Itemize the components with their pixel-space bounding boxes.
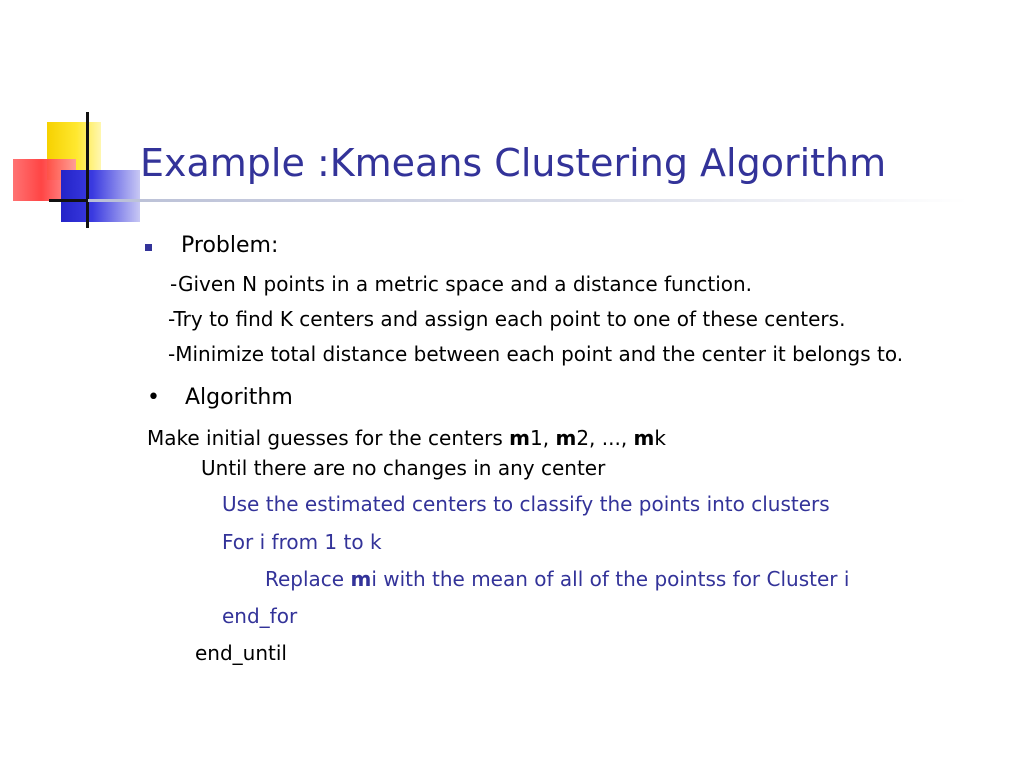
algorithm-until-line: Until there are no changes in any center [201, 456, 606, 480]
logo-blue-square [61, 170, 140, 222]
slide-logo [0, 0, 140, 240]
problem-line-3: -Minimize total distance between each point and the center it belongs to. [168, 342, 904, 366]
bullet-square-icon [145, 244, 152, 251]
logo-vertical-line [86, 112, 89, 228]
slide-title: Example :Kmeans Clustering Algorithm [140, 141, 887, 185]
bullet-dot-icon: • [147, 385, 160, 410]
replace-suffix: i with the mean of all of the pointss for Cluster i [371, 567, 850, 591]
algorithm-replace-line [265, 567, 849, 591]
vector-m-i: m [350, 567, 372, 591]
vector-m-k: m [633, 426, 655, 450]
init-prefix: Make initial guesses for the centers [147, 426, 510, 450]
algorithm-for-line: For i from 1 to k [222, 530, 382, 554]
problem-line-2: -Try to find K centers and assign each point to one of these centers. [168, 307, 846, 331]
problem-line-1: -Given N points in a metric space and a distance function. [170, 272, 753, 296]
vector-m-1: m [509, 426, 531, 450]
algorithm-end-until-line: end_until [195, 641, 287, 665]
problem-heading: Problem: [181, 233, 279, 258]
algorithm-init-line [147, 426, 666, 450]
algorithm-heading: Algorithm [185, 385, 293, 410]
init-sub-1: 1, [530, 426, 556, 450]
title-underline [88, 199, 968, 202]
init-sub-k: k [654, 426, 666, 450]
algorithm-classify-line: Use the estimated centers to classify the points into clusters [222, 492, 830, 516]
replace-prefix: Replace [265, 567, 351, 591]
algorithm-end-for-line: end_for [222, 604, 298, 628]
vector-m-2: m [555, 426, 577, 450]
init-sub-2: 2, ..., [576, 426, 634, 450]
